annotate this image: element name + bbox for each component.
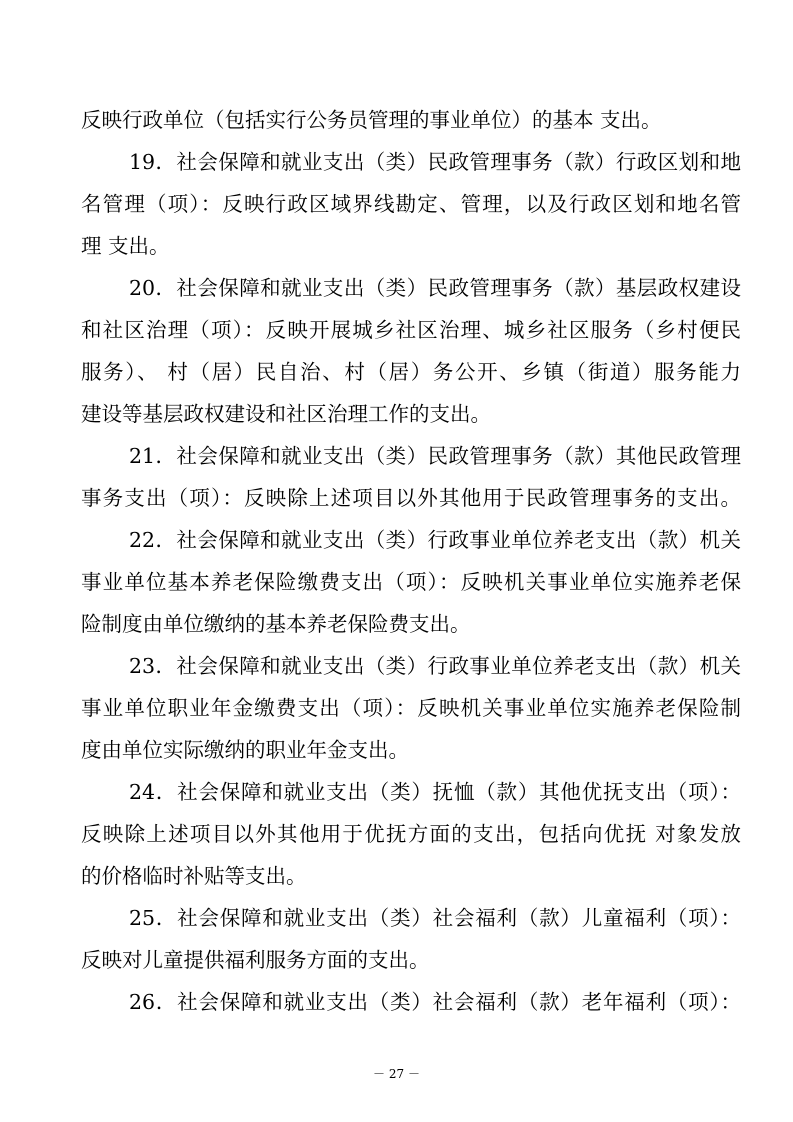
text-line: 服务）、 村（居）民自治、村（居）务公开、乡镇（街道）服务能力 [81, 360, 741, 384]
text-line: 名管理（项）：反映行政区域界线勘定、管理，以及行政区划和地名管 [81, 192, 741, 216]
text-line: 事业单位基本养老保险缴费支出（项）：反映机关事业单位实施养老保 [81, 570, 741, 594]
text-line: 22．社会保障和就业支出（类）行政事业单位养老支出（款）机关 [129, 528, 741, 552]
text-line: 理 支出。 [81, 234, 170, 258]
text-line: 事业单位职业年金缴费支出（项）：反映机关事业单位实施养老保险制 [81, 696, 741, 720]
text-line: 反映除上述项目以外其他用于优抚方面的支出，包括向优抚 对象发放 [81, 822, 741, 846]
text-line: 的价格临时补贴等支出。 [81, 864, 307, 888]
page-number: － 27 － [373, 1067, 420, 1081]
text-line: 险制度由单位缴纳的基本养老保险费支出。 [81, 612, 471, 636]
text-line: 和社区治理（项）：反映开展城乡社区治理、城乡社区服务（乡村便民 [81, 318, 741, 342]
text-line: 建设等基层政权建设和社区治理工作的支出。 [81, 402, 491, 426]
text-line: 反映对儿童提供福利服务方面的支出。 [81, 948, 430, 972]
text-line: 26．社会保障和就业支出（类）社会福利（款）老年福利（项）： [129, 990, 741, 1014]
text-line: 度由单位实际缴纳的职业年金支出。 [81, 738, 409, 762]
text-line: 25．社会保障和就业支出（类）社会福利（款）儿童福利（项）： [129, 906, 741, 930]
text-line: 19．社会保障和就业支出（类）民政管理事务（款）行政区划和地 [129, 150, 741, 174]
text-line: 24．社会保障和就业支出（类）抚恤（款）其他优抚支出（项）： [129, 780, 741, 804]
text-line: 20．社会保障和就业支出（类）民政管理事务（款）基层政权建设 [129, 276, 741, 300]
text-line: 21．社会保障和就业支出（类）民政管理事务（款）其他民政管理 [129, 444, 741, 468]
text-line: 23．社会保障和就业支出（类）行政事业单位养老支出（款）机关 [129, 654, 741, 678]
text-line: 事务支出（项）：反映除上述项目以外其他用于民政管理事务的支出。 [81, 486, 741, 510]
text-line: 反映行政单位（包括实行公务员管理的事业单位）的基本 支出。 [81, 108, 662, 132]
